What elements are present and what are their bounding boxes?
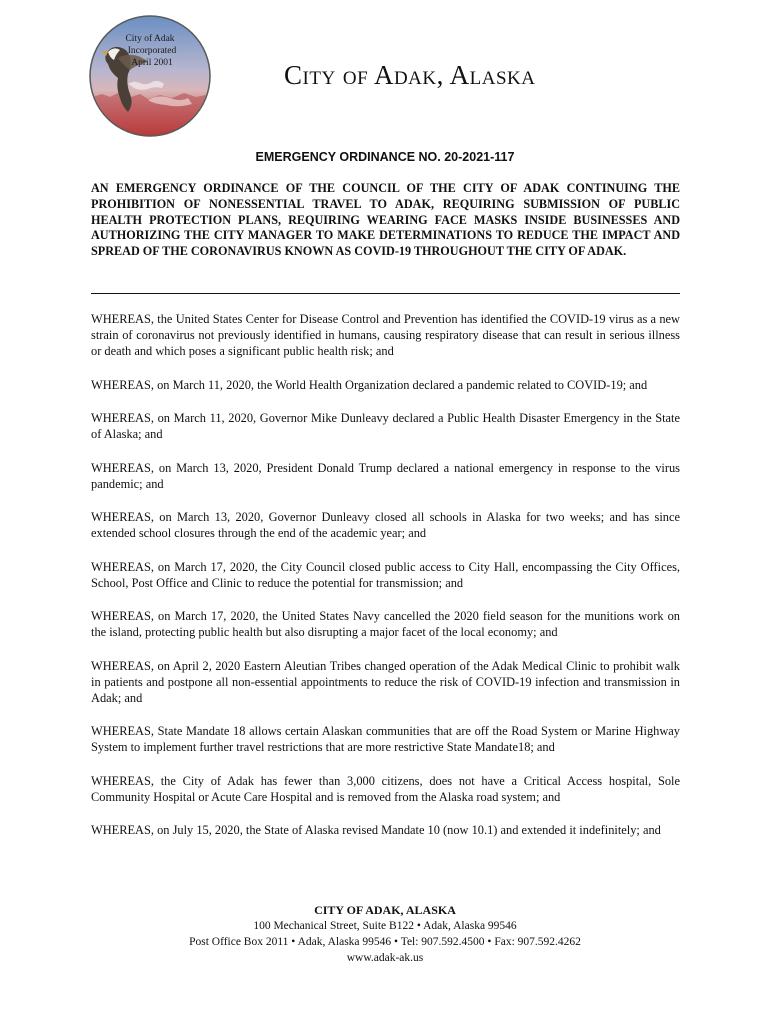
seal-line-1: City of Adak [125,34,175,44]
whereas-paragraph: WHEREAS, on March 17, 2020, the United States Navy cancelled the 2020 field season for the munitions work on the island, protecting public health but also disrupting a major facet of the local economy; and [91,609,680,639]
letterhead-footer [0,902,770,966]
whereas-paragraph: WHEREAS, on April 2, 2020 Eastern Aleutian Tribes changed operation of the Adak Medical Clinic to prohibit walk in patients and postpone all non-essential appointments to reduce the risk of COVID-19 infection and transmission in Adak; and [91,658,680,705]
whereas-paragraph: WHEREAS, the City of Adak has fewer than 3,000 citizens, does not have a Critical Access hospital, Sole Community Hospital or Acute Care Hospital and is removed from the Alaska road system; and [91,773,680,804]
seal-line-2: Incorporated [127,46,177,56]
caption-divider [91,293,680,294]
ordinance-number: EMERGENCY ORDINANCE NO. 20-2021-117 [255,150,515,164]
whereas-paragraph: WHEREAS, on March 11, 2020, Governor Mike Dunleavy declared a Public Health Disaster Emergency in the State of Alaska; and [91,411,680,441]
whereas-clauses [91,311,680,856]
letterhead-city-title: City of Adak, Alaska [284,60,536,90]
whereas-paragraph: WHEREAS, on March 13, 2020, Governor Dunleavy closed all schools in Alaska for two weeks; and has since extended school closures through the end of the academic year; and [91,510,680,540]
whereas-paragraph: WHEREAS, on March 13, 2020, President Donald Trump declared a national emergency in response to the virus pandemic; and [91,460,680,491]
footer-website[interactable]: www.adak-ak.us [346,952,424,964]
ordinance-caption: AN EMERGENCY ORDINANCE OF THE COUNCIL OF THE CITY OF ADAK CONTINUING THE PROHIBITION OF NONESSENTIAL TRAVEL TO ADAK, REQUIRING SUBMISSION OF PUBLIC HEALTH PROTECTION PLANS, REQUIRING WEARING FACE MASKS INSIDE BUSINESSES AND AUTHORIZING THE CITY MANAGER TO MAKE DETERMINATIONS TO REDUCE THE IMPACT AND SPREAD OF THE CORONAVIRUS KNOWN AS COVID-19 THROUGHOUT THE CITY OF ADAK. [91,181,680,259]
footer-address: 100 Mechanical Street, Suite B122 • Adak, Alaska 99546 [253,920,517,932]
footer-contact: Post Office Box 2011 • Adak, Alaska 99546 • Tel: 907.592.4500 • Fax: 907.592.4262 [189,936,581,948]
city-seal-logo [88,14,212,138]
footer-city-name: CITY OF ADAK, ALASKA [314,903,456,917]
whereas-paragraph: WHEREAS, on March 17, 2020, the City Council closed public access to City Hall, encompassing the City Offices, School, Post Office and Clinic to reduce the potential for transmission; and [91,559,680,590]
whereas-paragraph: WHEREAS, on July 15, 2020, the State of Alaska revised Mandate 10 (now 10.1) and extended it indefinitely; and [91,823,661,837]
whereas-paragraph: WHEREAS, the United States Center for Disease Control and Prevention has identified the COVID-19 virus as a new strain of coronavirus not previously identified in humans, causing respiratory disease that can result in serious illness or death and which poses a significant public health risk; and [91,312,680,358]
whereas-paragraph: WHEREAS, State Mandate 18 allows certain Alaskan communities that are off the Road System or Marine Highway System to implement further travel restrictions that are more restrictive State Mandate18; and [91,724,680,754]
whereas-paragraph: WHEREAS, on March 11, 2020, the World Health Organization declared a pandemic related to COVID-19; and [91,377,648,392]
seal-line-3: April 2001 [131,58,173,68]
